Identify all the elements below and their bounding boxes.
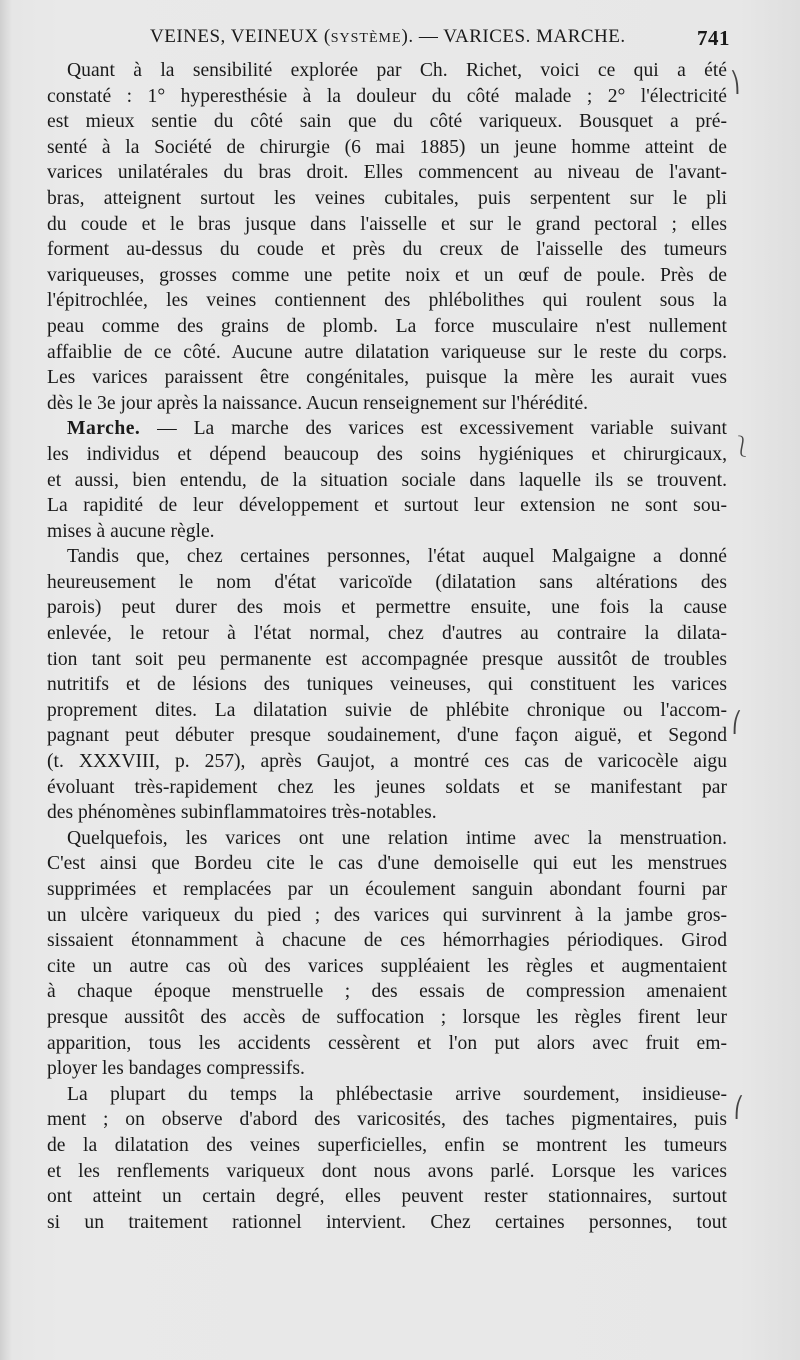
text-line: de la dilatation des veines superficielles, enfin se montrent les tumeurs bbox=[47, 1134, 727, 1156]
page-number: 741 bbox=[697, 26, 730, 50]
text-line: parois) peut durer des mois et permettre ensuite, une fois la cause bbox=[47, 597, 727, 619]
text-line: forment au-dessus du coude et près du creux de l'aisselle des tumeurs bbox=[47, 239, 727, 261]
text-line: nutritifs et de lésions des tuniques veineuses, qui constituent les varices bbox=[47, 674, 727, 696]
text-line: ont atteint un certain degré, elles peuvent rester stationnaires, surtout bbox=[47, 1186, 727, 1208]
text-line: évoluant très-rapidement chez les jeunes soldats et se manifestant par bbox=[47, 776, 727, 798]
text-line: enlevée, le retour à l'état normal, chez d'autres au contraire la dilata- bbox=[47, 623, 727, 645]
text-line: C'est ainsi que Bordeu cite le cas d'une demoiselle qui eut les menstrues bbox=[47, 853, 727, 875]
paragraph-marche bbox=[47, 416, 727, 544]
text-line: varices unilatérales du bras droit. Elles commencent au niveau de l'avant- bbox=[47, 162, 727, 184]
text-line: Quelquefois, les varices ont une relation intime avec la menstruation. bbox=[67, 827, 727, 849]
text-line: Les varices paraissent être congénitales, puisque la mère les aurait vues bbox=[47, 367, 727, 389]
text-line: du coude et le bras jusque dans l'aisselle et sur le grand pectoral ; elles bbox=[47, 213, 727, 235]
paragraph-5 bbox=[47, 1082, 727, 1236]
text-line: les individus et dépend beaucoup des soins hygiéniques et chirurgicaux, bbox=[47, 443, 727, 465]
section-heading-marche: Marche. bbox=[67, 418, 141, 440]
margin-bracket-mark: ⎛ bbox=[734, 1097, 744, 1119]
running-title bbox=[150, 26, 626, 48]
text-line: supprimées et remplacées par un écoulement sanguin abondant fourni par bbox=[47, 879, 727, 900]
text-line: bras, atteignent surtout les veines cubitales, puis serpentent sur le pli bbox=[47, 187, 727, 209]
text-line: peau comme des grains de plomb. La force musculaire n'est nullement bbox=[47, 315, 727, 337]
paragraph-4 bbox=[47, 826, 727, 1082]
text-line: Quant à la sensibilité explorée par Ch. Richet, voici ce qui a été bbox=[67, 60, 727, 81]
running-title-rest: ). — VARICES. MARCHE. bbox=[401, 26, 626, 47]
text-line: cite un autre cas où des varices suppléaient les règles et augmentaient bbox=[47, 955, 727, 977]
body-text bbox=[47, 58, 727, 1235]
text-line: La plupart du temps la phlébectasie arrive sourdement, insidieuse- bbox=[67, 1083, 727, 1105]
text-line: pagnant peut débuter presque soudainement, d'une façon aiguë, et Segond bbox=[47, 725, 727, 747]
text-line: et les renflements variqueux dont nous avons parlé. Lorsque les varices bbox=[47, 1160, 727, 1182]
text-line-remainder: — La marche des varices est excessivement variable suivant bbox=[140, 418, 727, 440]
margin-bracket-mark: ⎱ bbox=[732, 436, 752, 458]
text-line: La rapidité de leur développement et surtout leur extension ne sont sou- bbox=[47, 495, 727, 517]
text-line: mises à aucune règle. bbox=[47, 520, 215, 542]
text-line: apparition, tous les accidents cessèrent et l'on put alors avec fruit em- bbox=[47, 1032, 727, 1054]
running-title-main: VEINES, VEINEUX ( bbox=[150, 26, 331, 47]
margin-bracket-mark: ⎛ bbox=[732, 712, 742, 734]
text-line: senté à la Société de chirurgie (6 mai 1885) un jeune homme atteint de bbox=[47, 136, 727, 158]
text-line: proprement dites. La dilatation suivie de phlébite chronique ou l'accom- bbox=[47, 699, 727, 721]
paragraph-1 bbox=[47, 58, 727, 416]
text-line: sissaient étonnamment à chacune de ces hémorrhagies périodiques. Girod bbox=[47, 930, 727, 952]
text-line bbox=[47, 416, 727, 442]
text-line: constaté : 1° hyperesthésie à la douleur du côté malade ; 2° l'électricité bbox=[47, 85, 727, 107]
text-line: est mieux sentie du côté sain que du côté variqueux. Bousquet a pré- bbox=[47, 111, 727, 133]
text-line: ment ; on observe d'abord des varicosités, des taches pigmentaires, puis bbox=[47, 1109, 727, 1131]
text-line: et aussi, bien entendu, de la situation sociale dans laquelle ils se trouvent. bbox=[47, 469, 727, 491]
text-line: l'épitrochlée, les veines contiennent des phlébolithes qui roulent sous la bbox=[47, 290, 727, 312]
text-line: dès le 3e jour après la naissance. Aucun renseignement sur l'hérédité. bbox=[47, 392, 589, 414]
text-line: presque aussitôt des accès de suffocation ; lorsque les règles firent leur bbox=[47, 1006, 727, 1028]
paragraph-3 bbox=[47, 544, 727, 826]
text-line: heureusement le nom d'état varicoïde (dilatation sans altérations des bbox=[47, 571, 727, 593]
text-line: des phénomènes subinflammatoires très-notables. bbox=[47, 802, 437, 824]
text-line: ployer les bandages compressifs. bbox=[47, 1058, 305, 1080]
text-line: tion tant soit peu permanente est accompagnée presque aussitôt de troubles bbox=[47, 648, 727, 670]
text-line: affaiblie de ce côté. Aucune autre dilatation variqueuse sur le reste du corps. bbox=[47, 341, 727, 363]
running-header bbox=[150, 26, 730, 52]
running-title-small-caps: SYSTÈME bbox=[330, 31, 402, 46]
text-line: variqueuses, grosses comme une petite noix et un œuf de poule. Près de bbox=[47, 264, 727, 286]
text-line: à chaque époque menstruelle ; des essais de compression amenaient bbox=[47, 981, 727, 1003]
text-line: si un traitement rationnel intervient. Chez certaines personnes, tout bbox=[47, 1211, 727, 1233]
text-line: un ulcère variqueux du pied ; des varices qui survinrent à la jambe gros- bbox=[47, 904, 727, 926]
text-line: Tandis que, chez certaines personnes, l'état auquel Malgaigne a donné bbox=[67, 546, 727, 568]
text-line: (t. XXXVIII, p. 257), après Gaujot, a montré ces cas de varicocèle aigu bbox=[47, 751, 727, 773]
margin-bracket-mark: ⎞ bbox=[730, 72, 740, 94]
